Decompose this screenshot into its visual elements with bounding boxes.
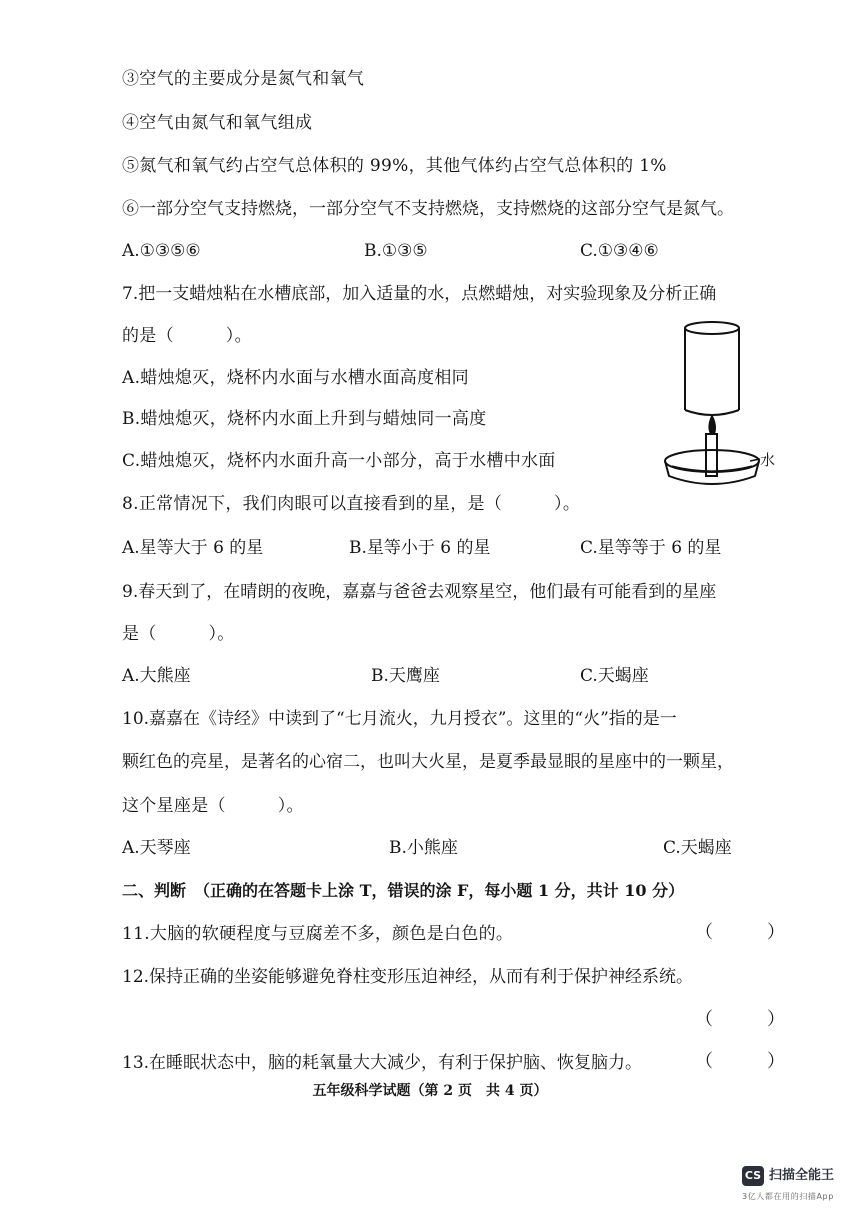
- q8-option-c: C.星等等于 6 的星: [580, 538, 722, 558]
- q12-answer-parens: （ ）: [695, 1009, 785, 1030]
- q13-stem: 13.在睡眠状态中，脑的耗氧量大大减少，有利于保护脑、恢复脑力。: [122, 1053, 643, 1073]
- q12-stem: 12.保持正确的坐姿能够避免脊柱变形压迫神经，从而有利于保护神经系统。: [122, 967, 694, 987]
- section-2-heading: 二、判断 （正确的在答题卡上涂 T，错误的涂 F，每小题 1 分，共计 10 分）: [122, 881, 685, 900]
- q10-stem-line-1: 10.嘉嘉在《诗经》中读到了“七月流火，九月授衣”。这里的“火”指的是一: [122, 709, 677, 729]
- q8-stem: 8.正常情况下，我们肉眼可以直接看到的星，是（ ）。: [122, 494, 581, 514]
- q9-stem-line-2: 是（ ）。: [122, 624, 235, 644]
- watermark-tagline: 3亿人都在用的扫描App: [742, 1192, 834, 1201]
- statement-6: ⑥一部分空气支持燃烧，一部分空气不支持燃烧，支持燃烧的这部分空气是氮气。: [122, 199, 734, 219]
- q6-option-c: C.①③④⑥: [580, 241, 659, 261]
- q6-option-b: B.①③⑤: [364, 241, 428, 261]
- scanner-watermark: [742, 1166, 852, 1210]
- beaker-top: [685, 322, 739, 334]
- q8-option-b: B.星等小于 6 的星: [349, 538, 491, 558]
- flame-icon: [708, 414, 716, 436]
- q10-option-c: C.天蝎座: [663, 838, 732, 858]
- statement-5: ⑤氮气和氧气约占空气总体积的 99%，其他气体约占空气总体积的 1%: [122, 156, 667, 176]
- q13-answer-parens: （ ）: [695, 1051, 785, 1072]
- q8-option-a: A.星等大于 6 的星: [122, 538, 264, 558]
- q9-option-a: A.大熊座: [122, 666, 191, 686]
- q11-stem: 11.大脑的软硬程度与豆腐差不多，颜色是白色的。: [122, 924, 514, 944]
- q7-option-a: A.蜡烛熄灭，烧杯内水面与水槽水面高度相同: [122, 368, 469, 388]
- watermark-app-name: 扫描全能王: [769, 1168, 835, 1183]
- q10-option-a: A.天琴座: [122, 838, 191, 858]
- q10-stem-line-2: 颗红色的亮星，是著名的心宿二，也叫大火星，是夏季最显眼的星座中的一颗星，: [122, 752, 734, 772]
- statement-3: ③空气的主要成分是氮气和氧气: [122, 69, 365, 89]
- q9-stem-line-1: 9.春天到了，在晴朗的夜晚，嘉嘉与爸爸去观察星空，他们最有可能看到的星座: [122, 582, 717, 602]
- q10-stem-line-3: 这个星座是（ ）。: [122, 796, 304, 816]
- q11-answer-parens: （ ）: [695, 922, 785, 943]
- candle: [706, 434, 717, 476]
- q7-option-c: C.蜡烛熄灭，烧杯内水面升高一小部分，高于水槽中水面: [122, 451, 556, 471]
- q9-option-b: B.天鹰座: [371, 666, 440, 686]
- q7-stem-line-2: 的是（ ）。: [122, 326, 252, 346]
- page-footer: 五年级科学试题（第 2 页 共 4 页）: [312, 1083, 548, 1099]
- q10-option-b: B.小熊座: [389, 838, 458, 858]
- q6-option-a: A.①③⑤⑥: [122, 241, 201, 261]
- q7-stem-line-1: 7.把一支蜡烛粘在水槽底部，加入适量的水，点燃蜡烛，对实验现象及分析正确: [122, 284, 717, 304]
- statement-4: ④空气由氮气和氧气组成: [122, 113, 313, 133]
- camscanner-logo-icon: CS: [742, 1166, 764, 1186]
- q9-option-c: C.天蝎座: [580, 666, 649, 686]
- q7-option-b: B.蜡烛熄灭，烧杯内水面上升到与蜡烛同一高度: [122, 409, 487, 429]
- water-label: 水: [760, 451, 776, 469]
